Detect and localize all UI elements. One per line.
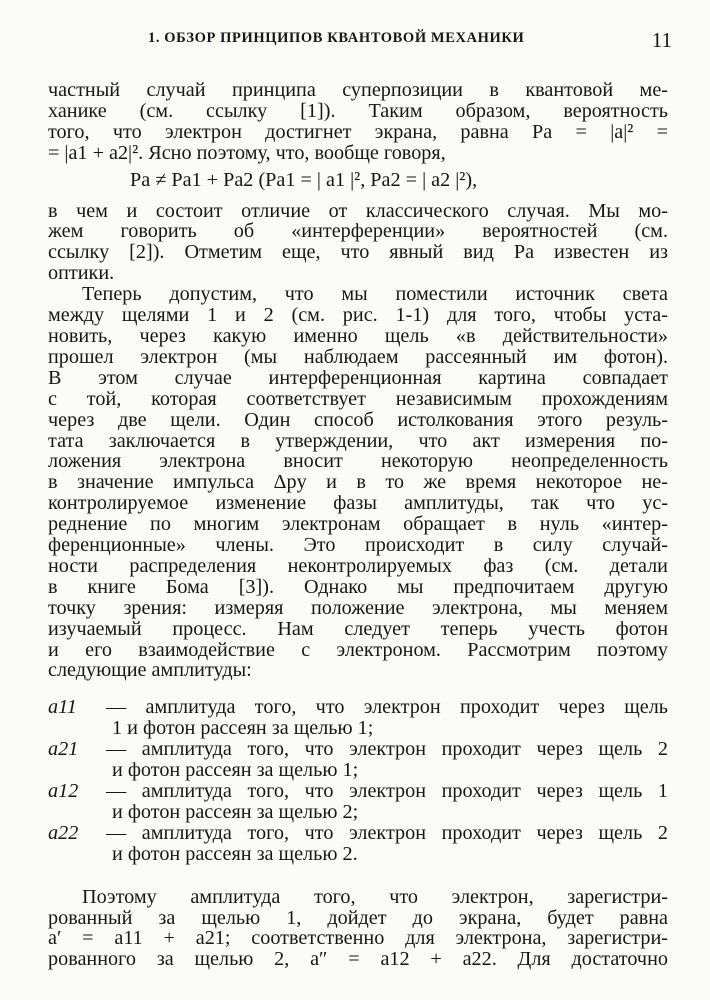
- amplitude-list-item: [48, 781, 668, 823]
- text-line: в чем и состоит отличие от классического случая. Мы мо-: [48, 199, 668, 222]
- text-line: жем говорить об «интерференции» вероятностей (см.: [48, 220, 668, 243]
- text-line: в книге Бома [3]). Однако мы предпочитаем другую: [48, 575, 668, 598]
- page-number: 11: [651, 28, 672, 52]
- text-line: частный случай принципа суперпозиции в квантовой ме-: [48, 79, 668, 101]
- text-line: реднение по многим электронам обращает в нуль «интер-: [48, 513, 668, 536]
- text-line: ложения электрона вносит некоторую неопределенность: [48, 450, 668, 473]
- body-text: [48, 80, 668, 970]
- amplitude-label: a12: [48, 780, 79, 802]
- text-line: новить, через какую именно щель «в действительности»: [48, 324, 668, 347]
- text-line: того, что электрон достигнет экрана, равна Pa = |a|² =: [48, 120, 668, 143]
- amplitude-label: a21: [48, 738, 79, 761]
- text-line: = |a1 + a2|². Ясно поэтому, что, вообще говоря,: [48, 141, 446, 164]
- amplitude-list-item: [48, 823, 668, 865]
- amplitude-list-item: [48, 739, 668, 781]
- text-line: точку зрения: измеряя положение электрона, мы меняем: [48, 596, 668, 619]
- text-line: оптики.: [48, 262, 115, 285]
- text-line: изучаемый процесс. Нам следует теперь учесть фотон: [48, 617, 668, 640]
- text-line: ханике (см. ссылку [1]). Таким образом, вероятность: [48, 99, 668, 122]
- running-head: 1. ОБЗОР ПРИНЦИПОВ КВАНТОВОЙ МЕХАНИКИ: [148, 30, 525, 46]
- page-header: [48, 28, 672, 54]
- paragraph-first-line: Теперь допустим, что мы поместили источник света: [82, 283, 668, 306]
- text-line: тата заключается в утверждении, что акт измерения по-: [48, 429, 668, 452]
- item-line: и фотон рассеян за щелью 1;: [112, 759, 359, 782]
- item-line: — амплитуда того, что электрон проходит через щель 2: [106, 821, 668, 844]
- text-line: контролируемое изменение фазы амплитуды, так что ус-: [48, 492, 668, 515]
- text-line: ности распределения неконтролируемых фаз (см. детали: [48, 554, 668, 577]
- amplitude-label: a11: [48, 696, 77, 719]
- amplitude-label: a22: [48, 821, 79, 844]
- text-line: следующие амплитуды:: [48, 659, 252, 682]
- text-line: ссылку [2]). Отметим еще, что явный вид Pa известен из: [48, 241, 668, 264]
- item-line: — амплитуда того, что электрон проходит через щель 1: [106, 780, 668, 802]
- item-line: — амплитуда того, что электрон проходит через щель: [106, 696, 668, 719]
- text-line: a′ = a11 + a21; соответственно для электрона, зарегистри-: [48, 927, 668, 950]
- text-line: и его взаимодействие с электроном. Рассмотрим поэтому: [48, 638, 668, 661]
- text-line: ференционные» члены. Это происходит в силу случай-: [48, 534, 668, 557]
- text-line: через две щели. Один способ истолкования этого резуль-: [48, 408, 668, 431]
- text-line: в значение импульса Δpy и в то же время некоторое не-: [48, 471, 668, 494]
- text-line: прошел электрон (мы наблюдаем рассеянный им фотон).: [48, 345, 668, 368]
- item-line: и фотон рассеян за щелью 2;: [112, 800, 359, 823]
- item-line: — амплитуда того, что электрон проходит через щель 2: [106, 738, 668, 761]
- item-line: и фотон рассеян за щелью 2.: [112, 842, 358, 865]
- text-line: с той, которая соответствует независимым прохождениям: [48, 387, 668, 410]
- formula: Pa ≠ Pa1 + Pa2 (Pa1 = | a1 |², Pa2 = | a2 |²),: [130, 168, 478, 191]
- text-line: рованного за щелью 2, a″ = a12 + a22. Для достаточно: [48, 948, 668, 971]
- text-line: между щелями 1 и 2 (см. рис. 1-1) для того, чтобы уста-: [48, 304, 668, 327]
- text-line: рованный за щелью 1, дойдет до экрана, будет равна: [48, 906, 668, 929]
- amplitude-list-item: [48, 697, 668, 739]
- item-line: 1 и фотон рассеян за щелью 1;: [112, 717, 374, 740]
- paragraph-first-line: Поэтому амплитуда того, что электрон, зарегистри-: [82, 885, 668, 908]
- text-line: В этом случае интерференционная картина совпадает: [48, 366, 668, 389]
